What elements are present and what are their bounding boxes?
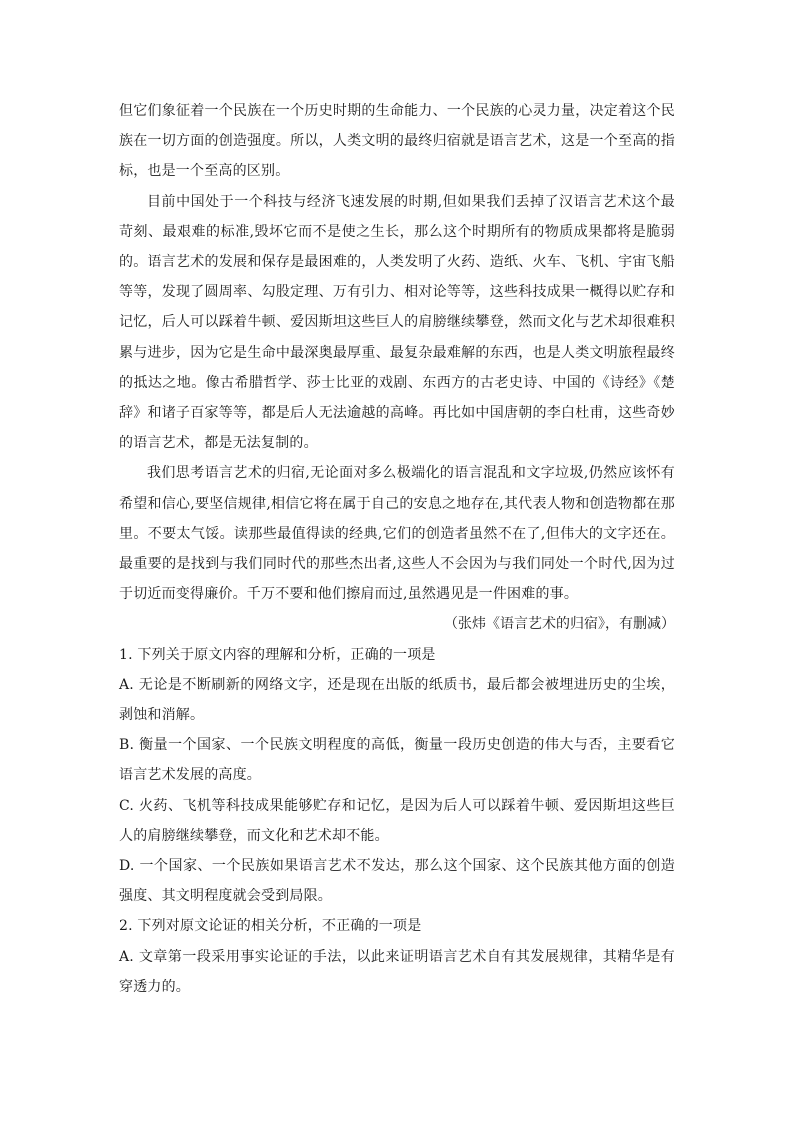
- question-1-stem: 1. 下列关于原文内容的理解和分析，正确的一项是: [119, 646, 436, 663]
- article-paragraph-3: 我们思考语言艺术的归宿,无论面对多么极端化的语言混乱和文字垃圾,仍然应该怀有希望和信心,要坚信规律,相信它将在属于自己的安息之地存在,其代表人物和创造物都在那里。不要太气馁。读那些最值得读的经典,它们的创造者虽然不在了,但伟大的文字还在。最重要的是找到与我们同时代的那些杰出者,这些人不会因为与我们同处一个时代,因为过于切近而变得廉价。千万不要和他们擦肩而过,虽然遇见是一件困难的事。: [119, 465, 675, 603]
- article-paragraph-2: 目前中国处于一个科技与经济飞速发展的时期,但如果我们丢掉了汉语言艺术这个最苛刻、最艰难的标准,毁坏它而不是使之生长，那么这个时期所有的物质成果都将是脆弱的。语言艺术的发展和保存是最困难的，人类发明了火药、造纸、火车、飞机、宇宙飞船等等，发现了圆周率、勾股定理、万有引力、相对论等等，这些科技成果一概得以贮存和记忆，后人可以踩着牛顿、爱因斯坦这些巨人的肩膀继续攀登，然而文化与艺术却很难积累与进步，因为它是生命中最深奥最厚重、最复杂最难解的东西，也是人类文明旅程最终的抵达之地。像古希腊哲学、莎士比亚的戏剧、东西方的古老史诗、中国的《诗经》《楚辞》和诸子百家等等，都是后人无法逾越的高峰。再比如中国唐朝的李白杜甫，这些奇妙的语言艺术，都是无法复制的。: [119, 193, 675, 452]
- question-1: [119, 640, 675, 912]
- question-1-option-c: C. 火药、飞机等科技成果能够贮存和记忆，是因为后人可以踩着牛顿、爱因斯坦这些巨人的肩膀继续攀登，而文化和艺术却不能。: [119, 797, 675, 844]
- question-2-stem: 2. 下列对原文论证的相关分析，不正确的一项是: [119, 918, 422, 935]
- question-2: [119, 911, 675, 1002]
- question-1-option-d: D. 一个国家、一个民族如果语言艺术不发达，那么这个国家、这个民族其他方面的创造强度、其文明程度就会受到局限。: [119, 858, 675, 905]
- document-page: [119, 96, 675, 1002]
- question-2-option-a: A. 文章第一段采用事实论证的手法，以此来证明语言艺术自有其发展规律，其精华是有穿透力的。: [119, 948, 675, 995]
- article-paragraph-1: 但它们象征着一个民族在一个历史时期的生命能力、一个民族的心灵力量，决定着这个民族在一切方面的创造强度。所以，人类文明的最终归宿就是语言艺术，这是一个至高的指标，也是一个至高的区别。: [119, 103, 675, 180]
- question-1-option-a: A. 无论是不断刷新的网络文字，还是现在出版的纸质书，最后都会被埋进历史的尘埃，剥蚀和消解。: [119, 676, 675, 724]
- article-source-citation: （张炜《语言艺术的归宿》，有删减）: [444, 616, 675, 633]
- article-body: [119, 96, 675, 640]
- question-1-option-b: B. 衡量一个国家、一个民族文明程度的高低，衡量一段历史创造的伟大与否，主要看它语言艺术发展的高度。: [119, 737, 675, 784]
